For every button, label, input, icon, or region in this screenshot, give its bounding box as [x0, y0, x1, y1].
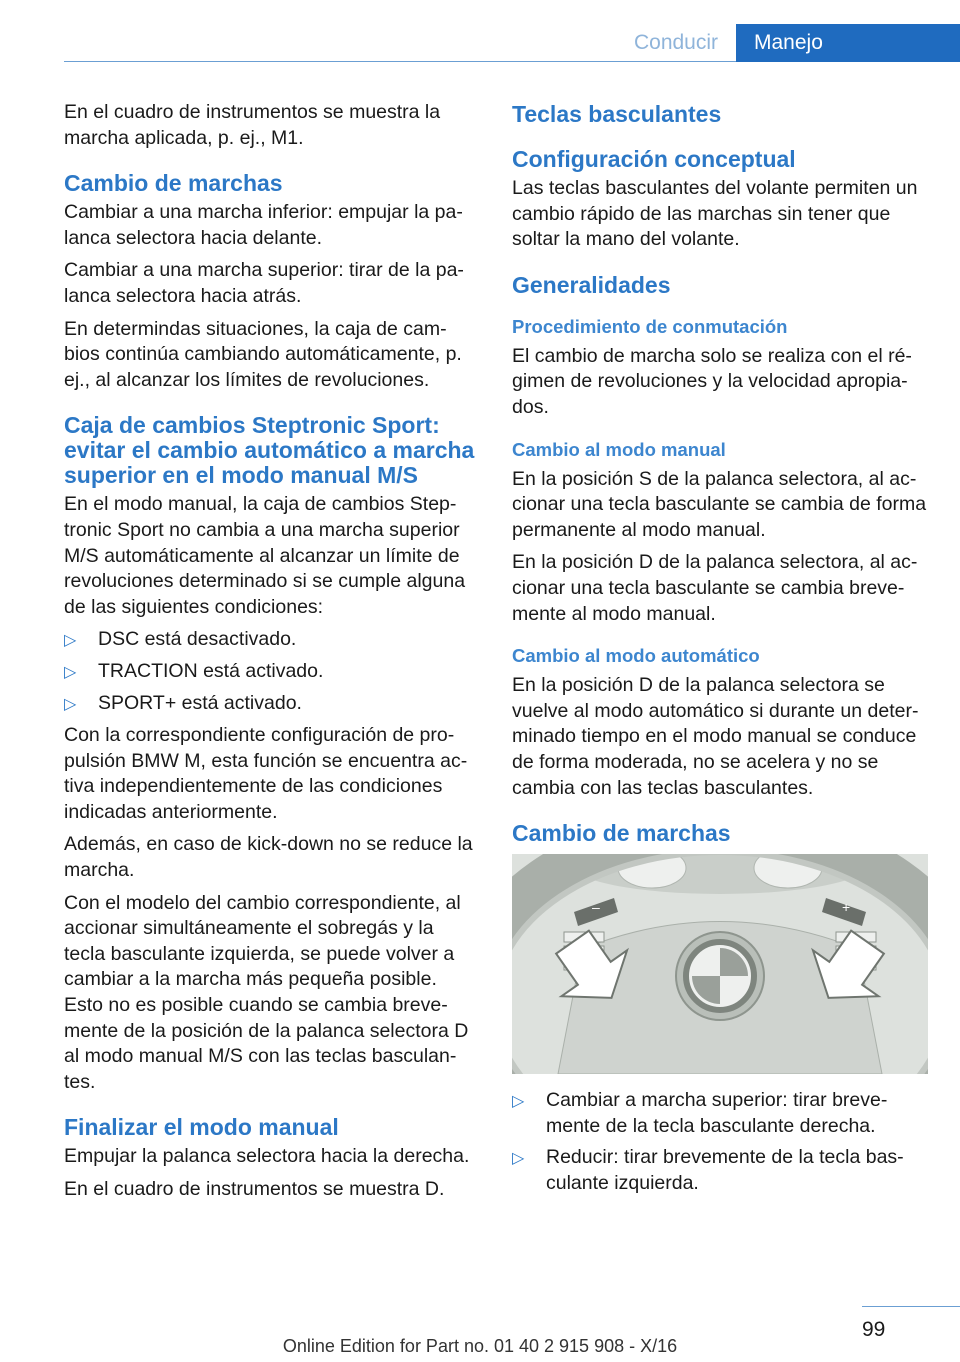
- paddle-plus-label: +: [842, 899, 851, 916]
- paragraph: En el cuadro de instrumentos se muestra la marcha aplicada, p. ej., M1.: [64, 101, 441, 149]
- paragraph: Cambiar a una marcha inferior: empujar la pa‐ lanca selectora hacia delante.: [64, 201, 463, 249]
- heading-cambio-modo-automatico: Cambio al modo automático: [512, 645, 760, 667]
- footer-rule: [862, 1306, 960, 1307]
- paragraph: Cambiar a una marcha superior: tirar de la pa‐ lanca selectora hacia atrás.: [64, 259, 464, 307]
- heading-cambio-de-marchas-right: Cambio de marchas: [512, 820, 731, 847]
- heading-cambio-de-marchas: Cambio de marchas: [64, 170, 283, 197]
- list-item-text: DSC está desactivado.: [98, 628, 297, 651]
- paddle-minus-label: –: [592, 899, 600, 916]
- paragraph: El cambio de marcha solo se realiza con el ré‐ gimen de revoluciones y la velocidad apropia‐ dos.: [512, 344, 912, 418]
- list-item: [64, 691, 480, 717]
- right-column: [512, 100, 928, 1203]
- heading-finalizar-modo-manual: Finalizar el modo manual: [64, 1114, 339, 1141]
- list-item-text: Reducir: tirar brevemente de la tecla bas‐ culante izquierda.: [546, 1146, 904, 1194]
- paragraph: En el cuadro de instrumentos se muestra D.: [64, 1178, 445, 1200]
- page-number: 99: [862, 1318, 886, 1341]
- paragraph: Empujar la palanca selectora hacia la derecha.: [64, 1145, 470, 1168]
- list-item: [64, 627, 480, 653]
- heading-generalidades: Generalidades: [512, 271, 671, 298]
- paragraph: En determindas situaciones, la caja de cam‐ bios continúa cambiando automáticamente, p. ej., al alcanzar los límites de revoluciones.: [64, 317, 462, 391]
- paragraph: En el modo manual, la caja de cambios Step‐ tronic Sport no cambia a una marcha superior M/S automáticamente al alcanzar un límite de revoluciones determinado si se cumple alguna de las siguientes condiciones:: [64, 493, 466, 618]
- triangle-bullet-icon: ▷: [64, 632, 77, 650]
- left-column: [64, 100, 480, 1210]
- paragraph: Con el modelo del cambio correspondiente, al accionar simultáneamente el sobregás y la tecla basculante izquierda, se puede volver a cambiar a la marcha más pequeña posible. Esto no es posible cuando se cambia breve‐ mente de la posición de la palanca selectora D al modo manual M/S con las teclas basculan‐ tes.: [64, 891, 469, 1093]
- paragraph: Con la correspondiente configuración de pro‐ pulsión BMW M, esta función se encuentra ac‐ tiva independientemente de las condiciones indicadas anteriormente.: [64, 724, 468, 823]
- list-item: [64, 659, 480, 685]
- paragraph: Las teclas basculantes del volante permiten un cambio rápido de las marchas sin tener que soltar la mano del volante.: [512, 177, 918, 251]
- list-item-text: TRACTION está activado.: [98, 659, 324, 682]
- tab-manejo[interactable]: Manejo: [736, 24, 960, 62]
- triangle-bullet-icon: ▷: [512, 1150, 525, 1168]
- list-item: [512, 1088, 928, 1139]
- heading-caja-de-cambios: Caja de cambios Steptronic Sport: evitar el cambio automático a marcha superior en el modo manual M/S: [64, 412, 475, 489]
- heading-configuracion-conceptual: Configuración conceptual: [512, 146, 796, 172]
- heading-cambio-modo-manual: Cambio al modo manual: [512, 438, 726, 460]
- footer-note: Online Edition for Part no. 01 40 2 915 908 - X/16: [282, 1336, 678, 1356]
- triangle-bullet-icon: ▷: [64, 695, 77, 713]
- heading-teclas-basculantes: Teclas basculantes: [512, 101, 722, 127]
- steering-wheel-paddles-figure: [512, 854, 928, 1074]
- list-item: [512, 1145, 928, 1196]
- tab-conducir[interactable]: Conducir: [633, 31, 719, 54]
- paragraph: En la posición S de la palanca selectora, al ac‐ cionar una tecla basculante se cambia de forma permanente al modo manual.: [512, 467, 927, 541]
- paragraph: En la posición D de la palanca selectora, al ac‐ cionar una tecla basculante se cambia breve‐ mente al modo manual.: [512, 551, 918, 625]
- heading-procedimiento-conmutacion: Procedimiento de conmutación: [512, 315, 788, 337]
- triangle-bullet-icon: ▷: [512, 1093, 525, 1111]
- paragraph: En la posición D de la palanca selectora se vuelve al modo automático si durante un deter‐ minado tiempo en el modo manual se conduce de forma moderada, no se acelera y no se cambia con las teclas basculantes.: [512, 674, 919, 799]
- triangle-bullet-icon: ▷: [64, 663, 77, 681]
- list-item-text: SPORT+ está activado.: [98, 691, 302, 714]
- paddle-action-list: [512, 1088, 928, 1196]
- condition-list: [64, 627, 480, 716]
- paragraph: Además, en caso de kick-down no se reduce la marcha.: [64, 833, 473, 882]
- list-item-text: Cambiar a marcha superior: tirar breve‐ mente de la tecla basculante derecha.: [546, 1089, 888, 1137]
